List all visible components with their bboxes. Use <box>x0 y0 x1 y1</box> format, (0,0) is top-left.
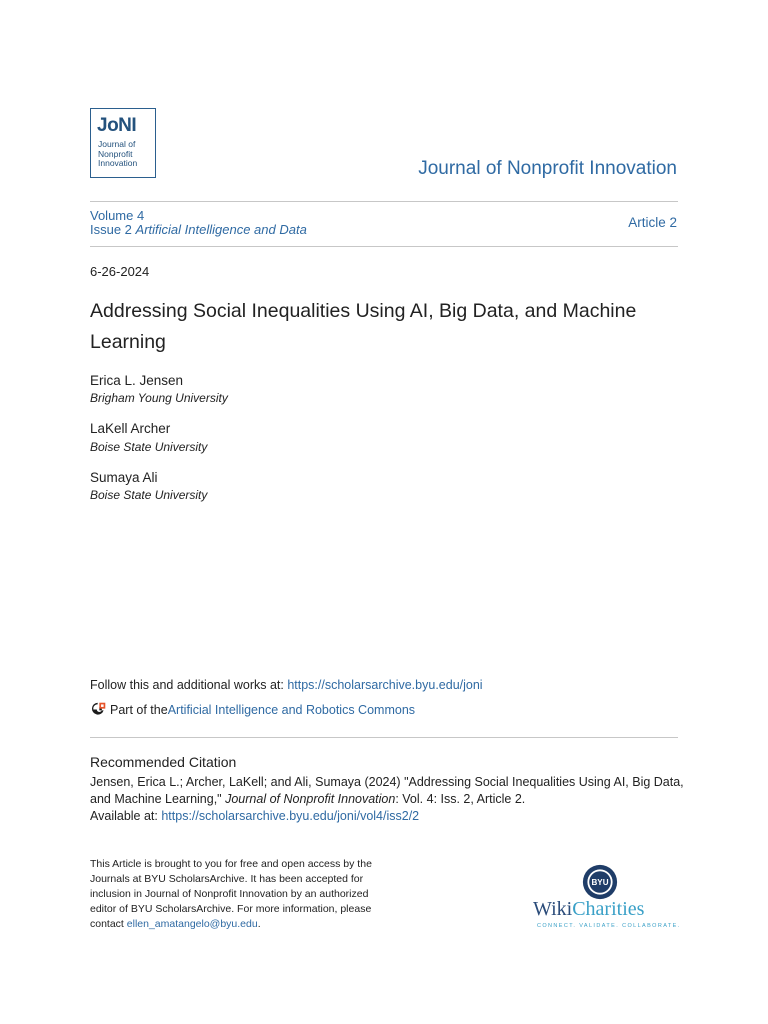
byu-seal-icon <box>582 864 618 900</box>
author-name: Sumaya Ali <box>90 470 158 485</box>
divider-top <box>90 201 678 202</box>
access-notice <box>90 857 390 932</box>
issue-prefix: Issue 2 <box>90 222 132 237</box>
divider-bottom <box>90 737 678 738</box>
author-name: Erica L. Jensen <box>90 373 184 388</box>
issue-title: Artificial Intelligence and Data <box>135 222 307 237</box>
issue-link[interactable] <box>90 223 307 237</box>
citation-volume: : Vol. 4: Iss. 2, Article 2. <box>395 792 526 806</box>
paper-title: Addressing Social Inequalities Using AI, Big Data, and Machine Learning <box>90 300 637 353</box>
follow-url-link[interactable]: https://scholarsarchive.byu.edu/joni <box>287 678 483 692</box>
citation-body <box>90 774 690 825</box>
wordmark-charities: Charities <box>572 898 645 920</box>
available-url-link[interactable]: https://scholarsarchive.byu.edu/joni/vol4/iss2/2 <box>161 809 420 823</box>
contact-email-link[interactable]: ellen_amatangelo@byu.edu <box>126 918 258 930</box>
seal-text: BYU <box>591 878 609 888</box>
author-affiliation: Brigham Young University <box>90 391 228 405</box>
author-affiliation: Boise State University <box>90 488 208 502</box>
article-link[interactable]: Article 2 <box>628 215 677 230</box>
logo-subtitle: Journal of Nonprofit Innovation <box>98 139 138 168</box>
notice-end: . <box>257 918 261 930</box>
commons-link[interactable]: Artificial Intelligence and Robotics Commons <box>167 702 416 717</box>
wikicharities-logo <box>530 862 681 934</box>
citation-journal: Journal of Nonprofit Innovation <box>225 792 396 806</box>
wordmark-wiki: Wiki <box>533 898 573 920</box>
notice-text: This Article is brought to you for free and open access by the Journals at BYU ScholarsArchive. It has been accepted for inclusion in Journal of Nonprofit Innovation by an authorized editor of BYU ScholarsArchive. For more information, please contact <box>90 858 372 930</box>
follow-line <box>90 678 483 692</box>
part-of-text: Part of the <box>110 702 168 717</box>
journal-name-link[interactable]: Journal of Nonprofit Innovation <box>418 158 677 179</box>
citation-heading: Recommended Citation <box>90 754 237 770</box>
commons-network-icon <box>90 701 107 718</box>
wikicharities-wordmark <box>533 898 644 921</box>
part-of-line <box>90 701 415 718</box>
author-affiliation: Boise State University <box>90 440 208 454</box>
publication-date: 6-26-2024 <box>90 264 150 279</box>
available-prefix: Available at: <box>90 809 162 823</box>
volume-link[interactable]: Volume 4 <box>90 208 145 223</box>
wikicharities-tagline: CONNECT. VALIDATE. COLLABORATE. <box>537 923 681 929</box>
author-name: LaKell Archer <box>90 421 171 436</box>
citation-text: Jensen, Erica L.; Archer, LaKell; and Ali, Sumaya (2024) "Addressing Social Inequalities Using AI, Big Data, and Machine Learning," <box>90 775 684 806</box>
logo-title: JoNI <box>97 115 137 136</box>
journal-logo[interactable] <box>90 108 156 178</box>
follow-text: Follow this and additional works at: <box>90 678 288 692</box>
divider-mid <box>90 246 678 247</box>
